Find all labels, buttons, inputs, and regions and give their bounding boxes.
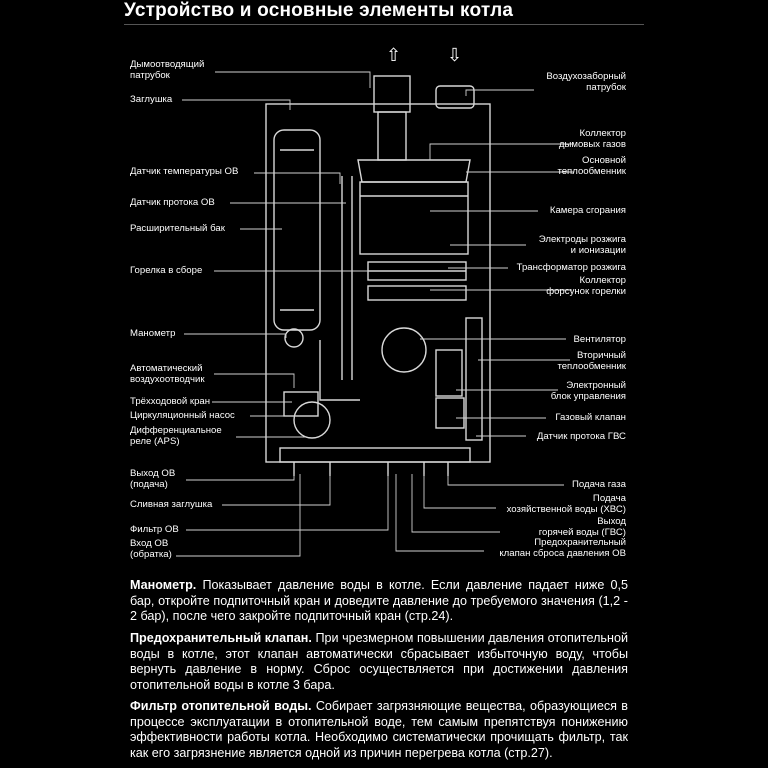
- label-gas-valve: Газовый клапан: [555, 412, 626, 423]
- label-circulation-pump: Циркуляционный насос: [130, 410, 235, 421]
- label-three-way-valve: Трёхходовой кран: [130, 396, 211, 407]
- label-plug: Заглушка: [130, 94, 173, 105]
- control-unit: [436, 350, 462, 396]
- paragraph-manometer: [130, 578, 628, 625]
- label-cold-water-supply: Подача хозяйственной воды (ХВС): [506, 493, 626, 515]
- label-drain-plug: Сливная заглушка: [130, 499, 213, 510]
- gas-valve: [436, 398, 464, 428]
- fan: [382, 328, 426, 372]
- label-aps-relay: Дифференциальное реле (APS): [130, 425, 222, 447]
- paragraph-filter: [130, 699, 628, 761]
- label-burner-manifold: Коллектор форсунок горелки: [546, 275, 626, 297]
- paragraph-text: Собирает загрязняющие вещества, образующиеся в процессе эксплуатации в отопительной воде, тем самым препятствуя понижению эффективности работы котла. Необходимо систематически прочищать фильтр, так как его загрязнение является одной из причин перегрева котла (стр.27).: [130, 699, 628, 760]
- label-heating-filter: Фильтр ОВ: [130, 524, 179, 535]
- paragraph-text: Показывает давление воды в котле. Если давление падает ниже 0,5 бар, откройте подпиточный кран и доведите давление до требуемого значения (1,2 - 2 бар), после чего закройте подпиточный кран (стр.24).: [130, 578, 628, 624]
- label-hot-water-outlet: Выход горячей воды (ГВС): [538, 516, 626, 538]
- arrow-up-icon: ⇧: [386, 45, 402, 65]
- three-way-valve: [284, 392, 318, 416]
- combustion-chamber: [360, 182, 468, 254]
- label-heating-temp-sensor: Датчик температуры ОВ: [130, 166, 239, 177]
- label-secondary-heat-exchanger: Вторичный теплообменник: [557, 350, 626, 372]
- flue-pipe: [378, 112, 406, 160]
- paragraph-text: При чрезмерном повышении давления отопительной воды в котле, этот клапан автоматически сбрасывает избыточную воду, чтобы вернуть давление в норму. Сброс осуществляется при достижении давления отопительной воды в котле 3 бара.: [130, 631, 628, 692]
- paragraph-term: Манометр.: [130, 578, 197, 592]
- label-air-intake: Воздухозаборный патрубок: [546, 71, 626, 93]
- paragraph-safety-valve: [130, 631, 628, 693]
- page-title: Устройство и основные элементы котла: [124, 0, 514, 21]
- label-manometer: Манометр: [130, 328, 176, 339]
- label-main-heat-exchanger: Основной теплообменник: [557, 155, 626, 177]
- secondary-heat-exchanger: [466, 318, 482, 440]
- label-flue-pipe: Дымоотводящий патрубок: [130, 59, 205, 81]
- label-heating-flow-sensor: Датчик протока ОВ: [130, 197, 215, 208]
- label-dhw-flow-sensor: Датчик протока ГВС: [536, 431, 626, 442]
- pump: [294, 402, 330, 438]
- paragraph-term: Фильтр отопительной воды.: [130, 699, 312, 713]
- label-expansion-tank: Расширительный бак: [130, 223, 225, 234]
- manometer-gauge: [285, 329, 303, 347]
- label-burner-assembly: Горелка в сборе: [130, 265, 203, 276]
- paragraph-term: Предохранительный клапан.: [130, 631, 312, 645]
- burner-manifold: [368, 286, 466, 300]
- flue-collector: [358, 160, 470, 182]
- flue-pipe-top: [374, 76, 410, 112]
- label-safety-valve: Предохранительный клапан сброса давления ОВ: [499, 537, 626, 559]
- label-ignition-transformer: Трансформатор розжига: [516, 262, 626, 273]
- label-combustion-chamber: Камера сгорания: [549, 205, 626, 216]
- expansion-tank: [274, 130, 320, 330]
- label-air-vent: Автоматический воздухоотводчик: [130, 363, 205, 385]
- label-heating-inlet: Вход ОВ (обратка): [130, 538, 172, 560]
- label-flue-collector: Коллектор дымовых газов: [558, 128, 626, 150]
- arrow-down-icon: ⇩: [447, 45, 463, 65]
- label-electrodes: Электроды розжига и ионизации: [538, 234, 626, 256]
- label-fan: Вентилятор: [573, 334, 626, 345]
- label-control-unit: Электронный блок управления: [550, 380, 626, 402]
- label-gas-supply: Подача газа: [572, 479, 626, 490]
- label-heating-outlet: Выход ОВ (подача): [130, 468, 176, 490]
